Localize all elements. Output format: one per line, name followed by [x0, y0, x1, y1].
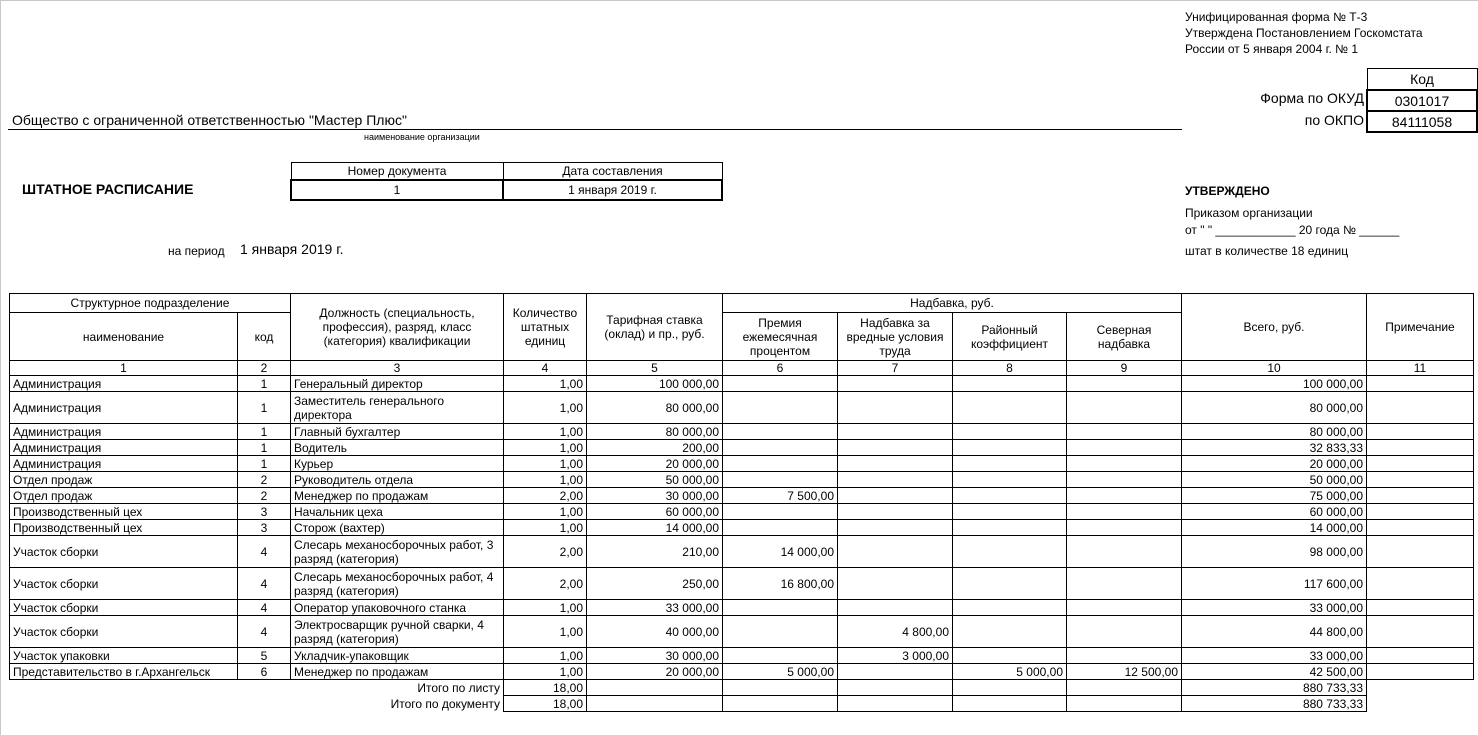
cell-position[interactable]: Оператор упаковочного станка — [291, 600, 504, 616]
totals-label: Итого по документу — [390, 696, 500, 711]
column-number: 3 — [291, 361, 504, 376]
cell-hazard[interactable]: 3 000,00 — [838, 648, 953, 664]
cell-northern[interactable] — [1067, 456, 1182, 472]
header-hazard: Надбавка за вредные условия труда — [838, 313, 953, 361]
cell-note[interactable] — [1367, 664, 1474, 680]
column-number: 7 — [838, 361, 953, 376]
okud-label: Форма по ОКУД — [1260, 90, 1364, 106]
cell-regional[interactable] — [953, 600, 1067, 616]
column-number: 10 — [1182, 361, 1367, 376]
cell-rate[interactable]: 250,00 — [587, 568, 723, 600]
cell-northern[interactable] — [1067, 376, 1182, 392]
column-numbers-row — [10, 361, 1474, 376]
cell-position[interactable]: Заместитель генерального директора — [291, 392, 504, 424]
cell-note[interactable] — [1367, 424, 1474, 440]
cell-count[interactable]: 1,00 — [504, 392, 587, 424]
cell-rate[interactable]: 33 000,00 — [587, 600, 723, 616]
cell-bonus[interactable] — [723, 456, 838, 472]
totals-empty-cell — [587, 680, 723, 696]
cell-hazard[interactable] — [838, 440, 953, 456]
cell-division-code[interactable]: 2 — [238, 472, 291, 488]
cell-northern[interactable] — [1067, 440, 1182, 456]
cell-division-code[interactable]: 4 — [238, 536, 291, 568]
cell-division-name[interactable]: Администрация — [10, 440, 238, 456]
cell-position[interactable]: Слесарь механосборочных работ, 3 разряд (категория) — [291, 536, 504, 568]
cell-note[interactable] — [1367, 568, 1474, 600]
cell-northern[interactable] — [1067, 424, 1182, 440]
top-border — [0, 0, 1478, 1]
cell-bonus[interactable]: 7 500,00 — [723, 488, 838, 504]
table-row[interactable] — [10, 424, 1474, 440]
header-northern: Северная надбавка — [1067, 313, 1182, 361]
cell-bonus[interactable]: 14 000,00 — [723, 536, 838, 568]
cell-regional[interactable] — [953, 376, 1067, 392]
cell-division-code[interactable]: 6 — [238, 664, 291, 680]
cell-northern[interactable] — [1067, 504, 1182, 520]
organization-caption: наименование организации — [364, 132, 480, 142]
cell-bonus[interactable] — [723, 616, 838, 648]
cell-count[interactable]: 2,00 — [504, 568, 587, 600]
cell-position[interactable]: Укладчик-упаковщик — [291, 648, 504, 664]
period-label: на период — [168, 244, 225, 258]
cell-note[interactable] — [1367, 440, 1474, 456]
cell-division-name[interactable]: Отдел продаж — [10, 472, 238, 488]
cell-bonus[interactable]: 16 800,00 — [723, 568, 838, 600]
cell-note[interactable] — [1367, 616, 1474, 648]
header-regional: Районный коэффициент — [953, 313, 1067, 361]
okpo-value[interactable]: 84111058 — [1367, 111, 1477, 132]
document-info-table — [290, 162, 723, 201]
cell-rate[interactable]: 40 000,00 — [587, 616, 723, 648]
cell-hazard[interactable]: 4 800,00 — [838, 616, 953, 648]
cell-note[interactable] — [1367, 472, 1474, 488]
cell-position[interactable]: Генеральный директор — [291, 376, 504, 392]
totals-empty-cell — [723, 696, 838, 712]
totals-count[interactable]: 18,00 — [504, 696, 587, 712]
table-row[interactable] — [10, 648, 1474, 664]
cell-position[interactable]: Менеджер по продажам — [291, 488, 504, 504]
totals-sum[interactable]: 880 733,33 — [1182, 680, 1367, 696]
cell-hazard[interactable] — [838, 504, 953, 520]
cell-division-code[interactable]: 1 — [238, 440, 291, 456]
cell-count[interactable]: 1,00 — [504, 616, 587, 648]
cell-bonus[interactable] — [723, 424, 838, 440]
cell-division-name[interactable]: Участок сборки — [10, 600, 238, 616]
cell-regional[interactable] — [953, 440, 1067, 456]
cell-count[interactable]: 2,00 — [504, 488, 587, 504]
cell-division-code[interactable]: 1 — [238, 424, 291, 440]
cell-total[interactable]: 44 800,00 — [1182, 616, 1367, 648]
cell-bonus[interactable] — [723, 392, 838, 424]
header-position: Должность (специальность, профессия), разряд, класс (категория) квалификации — [291, 294, 504, 361]
cell-northern[interactable] — [1067, 648, 1182, 664]
cell-division-code[interactable]: 4 — [238, 616, 291, 648]
cell-regional[interactable] — [953, 536, 1067, 568]
table-row[interactable] — [10, 664, 1474, 680]
cell-total[interactable]: 33 000,00 — [1182, 648, 1367, 664]
cell-division-code[interactable]: 1 — [238, 392, 291, 424]
cell-northern[interactable] — [1067, 472, 1182, 488]
cell-northern[interactable] — [1067, 600, 1182, 616]
cell-bonus[interactable] — [723, 648, 838, 664]
header-division-code: код — [238, 313, 291, 361]
totals-sum[interactable]: 880 733,33 — [1182, 696, 1367, 712]
cell-division-name[interactable]: Производственный цех — [10, 520, 238, 536]
column-number: 2 — [238, 361, 291, 376]
cell-total[interactable]: 60 000,00 — [1182, 504, 1367, 520]
doc-date[interactable]: 1 января 2019 г. — [503, 180, 722, 200]
totals-empty-cell — [723, 680, 838, 696]
column-number: 6 — [723, 361, 838, 376]
cell-northern[interactable] — [1067, 392, 1182, 424]
cell-northern[interactable] — [1067, 616, 1182, 648]
totals-note-blank — [1367, 680, 1474, 696]
cell-division-name[interactable]: Администрация — [10, 376, 238, 392]
table-row[interactable] — [10, 376, 1474, 392]
cell-note[interactable] — [1367, 392, 1474, 424]
cell-note[interactable] — [1367, 600, 1474, 616]
cell-total[interactable]: 80 000,00 — [1182, 392, 1367, 424]
cell-hazard[interactable] — [838, 664, 953, 680]
cell-count[interactable]: 1,00 — [504, 600, 587, 616]
cell-division-code[interactable]: 3 — [238, 504, 291, 520]
cell-note[interactable] — [1367, 648, 1474, 664]
cell-division-code[interactable]: 1 — [238, 456, 291, 472]
column-number: 4 — [504, 361, 587, 376]
cell-division-code[interactable]: 5 — [238, 648, 291, 664]
period-value[interactable]: 1 января 2019 г. — [240, 241, 344, 257]
cell-division-name[interactable]: Производственный цех — [10, 504, 238, 520]
totals-count[interactable]: 18,00 — [504, 680, 587, 696]
cell-count[interactable]: 1,00 — [504, 456, 587, 472]
cell-regional[interactable] — [953, 504, 1067, 520]
cell-total[interactable]: 14 000,00 — [1182, 520, 1367, 536]
cell-total[interactable]: 100 000,00 — [1182, 376, 1367, 392]
cell-regional[interactable]: 5 000,00 — [953, 664, 1067, 680]
doc-number[interactable]: 1 — [291, 180, 503, 200]
cell-hazard[interactable] — [838, 488, 953, 504]
cell-position[interactable]: Менеджер по продажам — [291, 664, 504, 680]
cell-regional[interactable] — [953, 488, 1067, 504]
organization-underline — [8, 129, 1182, 130]
cell-rate[interactable]: 30 000,00 — [587, 488, 723, 504]
cell-bonus[interactable] — [723, 504, 838, 520]
cell-count[interactable]: 1,00 — [504, 648, 587, 664]
cell-rate[interactable]: 20 000,00 — [587, 456, 723, 472]
form-info-line: России от 5 января 2004 г. № 1 — [1185, 42, 1359, 56]
header-bonus: Премия ежемесячная процентом — [723, 313, 838, 361]
cell-division-name[interactable]: Участок упаковки — [10, 648, 238, 664]
cell-total[interactable]: 80 000,00 — [1182, 424, 1367, 440]
cell-total[interactable]: 75 000,00 — [1182, 488, 1367, 504]
cell-note[interactable] — [1367, 504, 1474, 520]
header-count: Количество штатных единиц — [504, 294, 587, 361]
cell-position[interactable]: Курьер — [291, 456, 504, 472]
cell-note[interactable] — [1367, 520, 1474, 536]
left-border — [0, 0, 1, 735]
cell-division-code[interactable]: 3 — [238, 520, 291, 536]
okpo-label: по ОКПО — [1304, 112, 1364, 128]
approval-date-line: от " " ____________ 20 года № ______ — [1185, 223, 1400, 237]
cell-bonus[interactable] — [723, 440, 838, 456]
cell-count[interactable]: 1,00 — [504, 424, 587, 440]
cell-regional[interactable] — [953, 616, 1067, 648]
cell-count[interactable]: 1,00 — [504, 376, 587, 392]
cell-count[interactable]: 1,00 — [504, 520, 587, 536]
cell-count[interactable]: 1,00 — [504, 664, 587, 680]
cell-northern[interactable] — [1067, 520, 1182, 536]
cell-rate[interactable]: 200,00 — [587, 440, 723, 456]
table-row[interactable] — [10, 568, 1474, 600]
cell-rate[interactable]: 50 000,00 — [587, 472, 723, 488]
table-row[interactable] — [10, 504, 1474, 520]
form-info-line: Унифицированная форма № Т-3 — [1185, 10, 1368, 24]
cell-division-name[interactable]: Администрация — [10, 424, 238, 440]
totals-empty-cell — [953, 696, 1067, 712]
cell-northern[interactable] — [1067, 488, 1182, 504]
cell-count[interactable]: 1,00 — [504, 504, 587, 520]
cell-division-name[interactable]: Администрация — [10, 392, 238, 424]
cell-total[interactable]: 32 833,33 — [1182, 440, 1367, 456]
column-number: 9 — [1067, 361, 1182, 376]
table-row[interactable] — [10, 440, 1474, 456]
cell-division-code[interactable]: 4 — [238, 600, 291, 616]
cell-count[interactable]: 2,00 — [504, 536, 587, 568]
table-row[interactable] — [10, 616, 1474, 648]
cell-northern[interactable] — [1067, 536, 1182, 568]
cell-regional[interactable] — [953, 520, 1067, 536]
totals-empty-cell — [838, 680, 953, 696]
cell-note[interactable] — [1367, 536, 1474, 568]
cell-division-name[interactable]: Участок сборки — [10, 568, 238, 600]
cell-hazard[interactable] — [838, 472, 953, 488]
cell-total[interactable]: 42 500,00 — [1182, 664, 1367, 680]
totals-empty-cell — [587, 696, 723, 712]
cell-division-code[interactable]: 2 — [238, 488, 291, 504]
cell-count[interactable]: 1,00 — [504, 440, 587, 456]
cell-rate[interactable]: 80 000,00 — [587, 392, 723, 424]
cell-division-name[interactable]: Администрация — [10, 456, 238, 472]
cell-hazard[interactable] — [838, 456, 953, 472]
cell-regional[interactable] — [953, 472, 1067, 488]
header-rate: Тарифная ставка (оклад) и пр., руб. — [587, 294, 723, 361]
cell-hazard[interactable] — [838, 392, 953, 424]
cell-rate[interactable]: 30 000,00 — [587, 648, 723, 664]
cell-division-name[interactable]: Представительство в г.Архангельск — [10, 664, 238, 680]
codes-header: Код — [1367, 69, 1477, 91]
cell-total[interactable]: 50 000,00 — [1182, 472, 1367, 488]
cell-division-name[interactable]: Участок сборки — [10, 616, 238, 648]
table-row[interactable] — [10, 520, 1474, 536]
form-info-line: Утверждена Постановлением Госкомстата — [1185, 26, 1423, 40]
header-division: Структурное подразделение — [10, 294, 291, 313]
cell-hazard[interactable] — [838, 424, 953, 440]
cell-bonus[interactable] — [723, 376, 838, 392]
totals-label: Итого по листу — [417, 680, 500, 695]
cell-rate[interactable]: 14 000,00 — [587, 520, 723, 536]
cell-position[interactable]: Начальник цеха — [291, 504, 504, 520]
codes-table — [1366, 68, 1478, 133]
organization-name[interactable]: Общество с ограниченной ответственностью "Мастер Плюс" — [12, 112, 407, 128]
cell-hazard[interactable] — [838, 520, 953, 536]
table-row[interactable] — [10, 536, 1474, 568]
cell-rate[interactable]: 210,00 — [587, 536, 723, 568]
column-number: 11 — [1367, 361, 1474, 376]
header-allowance: Надбавка, руб. — [723, 294, 1182, 313]
header-note: Примечание — [1367, 294, 1474, 361]
cell-bonus[interactable] — [723, 600, 838, 616]
cell-total[interactable]: 98 000,00 — [1182, 536, 1367, 568]
cell-division-name[interactable]: Отдел продаж — [10, 488, 238, 504]
table-row[interactable] — [10, 472, 1474, 488]
totals-empty-cell — [838, 696, 953, 712]
cell-bonus[interactable]: 5 000,00 — [723, 664, 838, 680]
cell-bonus[interactable] — [723, 472, 838, 488]
cell-position[interactable]: Электросварщик ручной сварки, 4 разряд (категория) — [291, 616, 504, 648]
cell-note[interactable] — [1367, 456, 1474, 472]
cell-bonus[interactable] — [723, 520, 838, 536]
form-info — [1185, 9, 1423, 57]
column-number: 5 — [587, 361, 723, 376]
header-total: Всего, руб. — [1182, 294, 1367, 361]
cell-count[interactable]: 1,00 — [504, 472, 587, 488]
cell-hazard[interactable] — [838, 376, 953, 392]
totals-row — [10, 696, 1474, 712]
cell-northern[interactable]: 12 500,00 — [1067, 664, 1182, 680]
cell-rate[interactable]: 60 000,00 — [587, 504, 723, 520]
table-row[interactable] — [10, 488, 1474, 504]
cell-hazard[interactable] — [838, 536, 953, 568]
cell-position[interactable]: Слесарь механосборочных работ, 4 разряд (категория) — [291, 568, 504, 600]
cell-regional[interactable] — [953, 648, 1067, 664]
table-row[interactable] — [10, 600, 1474, 616]
column-number: 1 — [10, 361, 238, 376]
cell-note[interactable] — [1367, 376, 1474, 392]
totals-row — [10, 680, 1474, 696]
totals-empty-cell — [953, 680, 1067, 696]
cell-position[interactable]: Водитель — [291, 440, 504, 456]
cell-rate[interactable]: 80 000,00 — [587, 424, 723, 440]
okud-value[interactable]: 0301017 — [1367, 90, 1477, 111]
cell-division-name[interactable]: Участок сборки — [10, 536, 238, 568]
doc-date-label: Дата составления — [503, 163, 722, 181]
cell-position[interactable]: Руководитель отдела — [291, 472, 504, 488]
cell-total[interactable]: 20 000,00 — [1182, 456, 1367, 472]
column-number: 8 — [953, 361, 1067, 376]
cell-position[interactable]: Главный бухгалтер — [291, 424, 504, 440]
cell-division-code[interactable]: 4 — [238, 568, 291, 600]
staff-schedule-table — [9, 293, 1474, 712]
cell-position[interactable]: Сторож (вахтер) — [291, 520, 504, 536]
table-row[interactable] — [10, 456, 1474, 472]
cell-rate[interactable]: 20 000,00 — [587, 664, 723, 680]
cell-northern[interactable] — [1067, 568, 1182, 600]
doc-number-label: Номер документа — [291, 163, 503, 181]
cell-regional[interactable] — [953, 424, 1067, 440]
cell-regional[interactable] — [953, 456, 1067, 472]
table-row[interactable] — [10, 392, 1474, 424]
cell-rate[interactable]: 100 000,00 — [587, 376, 723, 392]
cell-note[interactable] — [1367, 488, 1474, 504]
cell-hazard[interactable] — [838, 568, 953, 600]
header-division-name: наименование — [10, 313, 238, 361]
totals-empty-cell — [1067, 696, 1182, 712]
cell-regional[interactable] — [953, 392, 1067, 424]
cell-total[interactable]: 117 600,00 — [1182, 568, 1367, 600]
cell-total[interactable]: 33 000,00 — [1182, 600, 1367, 616]
cell-regional[interactable] — [953, 568, 1067, 600]
approval-title: УТВЕРЖДЕНО — [1185, 184, 1270, 198]
cell-hazard[interactable] — [838, 600, 953, 616]
totals-empty-cell — [1067, 680, 1182, 696]
approval-staff-count: штат в количестве 18 единиц — [1185, 244, 1349, 258]
totals-note-blank — [1367, 696, 1474, 712]
approval-order: Приказом организации — [1185, 206, 1313, 220]
cell-division-code[interactable]: 1 — [238, 376, 291, 392]
page-title: ШТАТНОЕ РАСПИСАНИЕ — [22, 181, 194, 197]
